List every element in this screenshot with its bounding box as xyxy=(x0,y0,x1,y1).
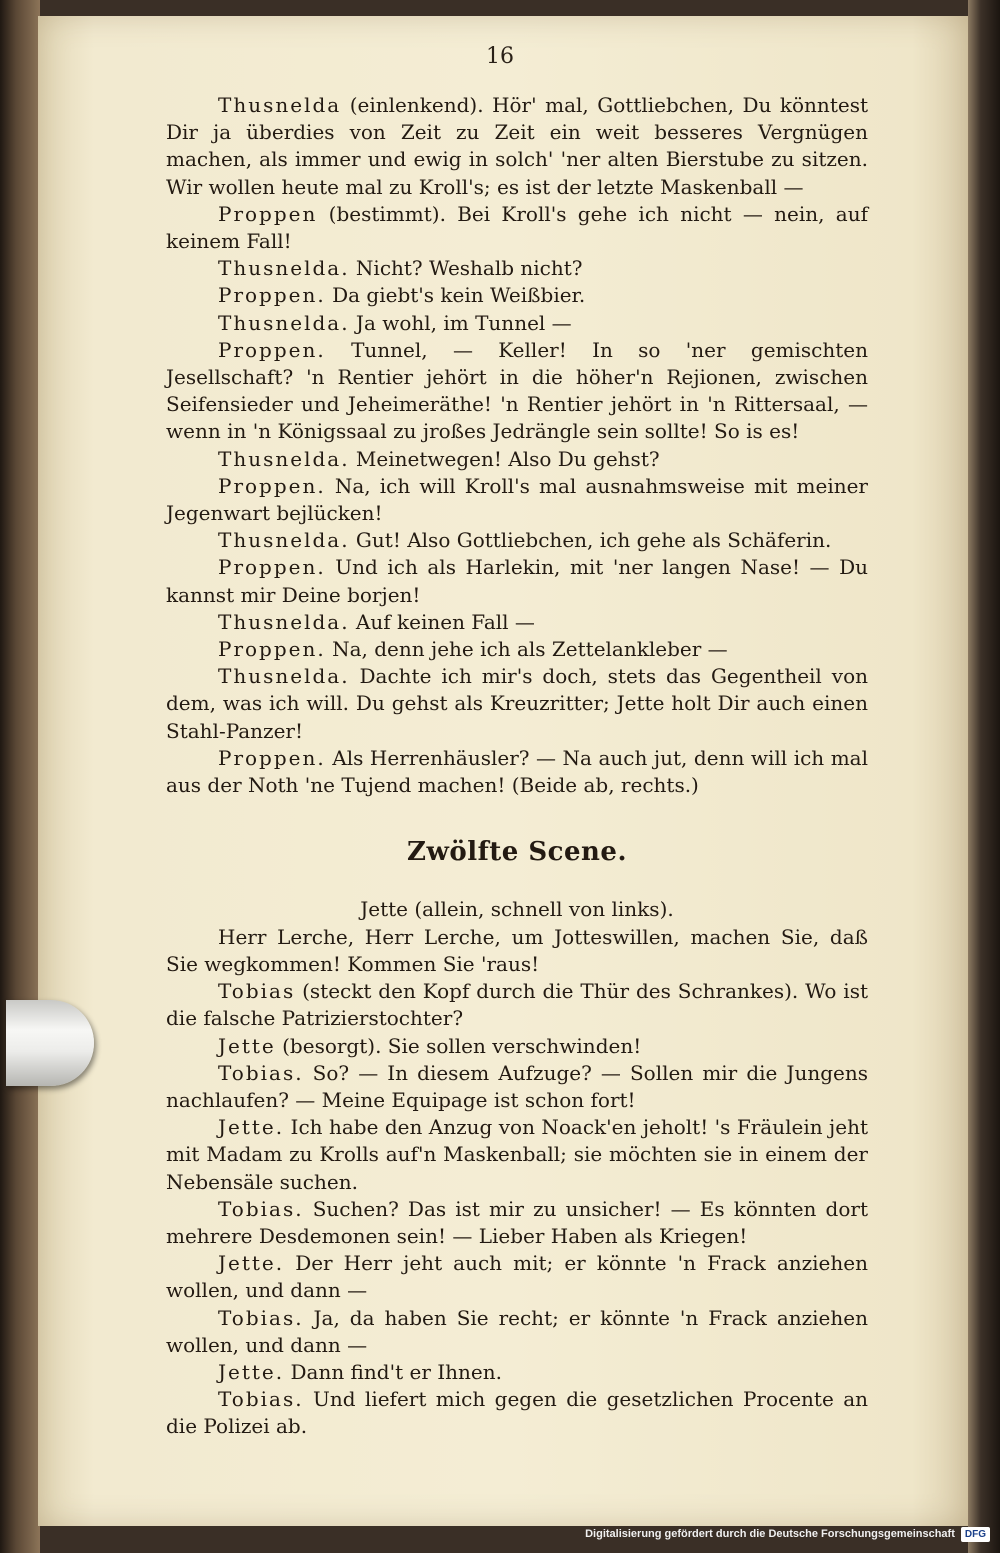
dialogue-paragraph xyxy=(166,609,868,636)
dialogue-text: Na, ich will Kroll's mal ausnahmsweise mit meiner Jegenwart bejlücken! xyxy=(166,473,868,526)
dialogue-paragraph xyxy=(166,1359,868,1386)
speaker-name: Proppen. xyxy=(218,473,326,498)
speaker-name: Proppen xyxy=(218,201,318,226)
dialogue-paragraph xyxy=(166,201,868,255)
dialogue-text: Der Herr jeht auch mit; er könnte 'n Frack anziehen wollen, und dann — xyxy=(166,1251,868,1303)
speaker-name: Tobias. xyxy=(218,1387,304,1412)
speaker-name: Thusnelda. xyxy=(218,256,350,281)
dialogue-text: (bestimmt). Bei Kroll's gehe ich nicht — nein, auf keinem Fall! xyxy=(166,201,868,254)
speaker-name: Proppen. xyxy=(218,637,326,662)
dialogue-paragraph xyxy=(166,282,868,309)
book-right-edge xyxy=(968,0,1000,1553)
speaker-name: Tobias. xyxy=(218,1060,304,1085)
dialogue-paragraph xyxy=(166,663,868,745)
dialogue-text: Dachte ich mir's doch, stets das Gegentheil von dem, was ich will. Du gehst als Kreuzritter; Jette holt Dir auch einen Stahl-Panzer! xyxy=(166,664,868,743)
dialogue-text: Na, denn jehe ich als Zettelankleber — xyxy=(325,637,728,662)
dialogue-text: (besorgt). Sie sollen verschwinden! xyxy=(275,1033,642,1058)
dialogue-block-bottom xyxy=(166,924,868,1441)
dialogue-paragraph xyxy=(166,446,868,473)
dialogue-paragraph xyxy=(166,1386,868,1440)
book-left-edge xyxy=(0,0,40,1553)
dialogue-paragraph xyxy=(166,924,868,978)
speaker-name: Tobias. xyxy=(218,1196,304,1221)
dialogue-text: So? — In diesem Aufzuge? — Sollen mir die Jungens nachlaufen? — Meine Equipage ist schon fort! xyxy=(166,1060,868,1112)
dialogue-paragraph xyxy=(166,554,868,608)
speaker-name: Thusnelda. xyxy=(218,446,350,471)
speaker-name: Jette xyxy=(218,1033,276,1058)
speaker-name: Thusnelda. xyxy=(218,528,350,553)
speaker-name: Thusnelda. xyxy=(218,664,350,689)
page-text xyxy=(166,92,868,1441)
dialogue-paragraph xyxy=(166,978,868,1032)
speaker-name: Thusnelda xyxy=(218,93,342,117)
dialogue-text: (einlenkend). Hör' mal, Gottliebchen, Du könntest Dir ja überdies von Zeit zu Zeit ein weit besseres Vergnügen machen, als immer und ewig in solch' 'ner alten Bierstube zu sitzen. Wir wollen heute mal zu Kroll's; es ist der letzte Maskenball — xyxy=(166,93,868,199)
dialogue-text: Dann find't er Ihnen. xyxy=(284,1359,502,1384)
page-number: 16 xyxy=(486,44,514,69)
dialogue-paragraph xyxy=(166,527,868,554)
scene-heading: Zwölfte Scene. xyxy=(406,837,627,868)
dialogue-paragraph xyxy=(166,1033,868,1060)
speaker-name: Thusnelda. xyxy=(218,310,350,335)
dialogue-paragraph xyxy=(166,1114,868,1196)
dialogue-text: Tunnel, — Keller! In so 'ner gemischten Jesellschaft? 'n Rentier jehört in die höher'n Rejionen, zwischen Seifensieder und Jeheimeräthe! 'n Rentier jehört in 'n Rittersaal, — wenn in 'n Königssaal zu jroßes Jedrängle sein sollte! So is es! xyxy=(166,337,868,444)
dialogue-text: Meinetwegen! Also Du gehst? xyxy=(349,446,660,471)
speaker-name: Thusnelda. xyxy=(218,609,350,634)
dialogue-text: Nicht? Weshalb nicht? xyxy=(349,256,583,281)
dialogue-text: Und liefert mich gegen die gesetzlichen Procente an die Polizei ab. xyxy=(166,1387,868,1439)
speaker-name: Proppen. xyxy=(218,745,326,770)
dialogue-paragraph xyxy=(166,1060,868,1114)
dialogue-text: Ja, da haben Sie recht; er könnte 'n Frack anziehen wollen, und dann — xyxy=(166,1305,868,1357)
dialogue-paragraph xyxy=(166,745,868,799)
dialogue-block-top xyxy=(166,92,868,799)
dialogue-text: Da giebt's kein Weißbier. xyxy=(325,283,586,308)
dialogue-text: Auf keinen Fall — xyxy=(349,609,535,634)
speaker-name: Proppen. xyxy=(218,555,326,580)
dialogue-paragraph xyxy=(166,1196,868,1250)
dialogue-text: Als Herrenhäusler? — Na auch jut, denn will ich mal aus der Noth 'ne Tujend machen! (Beide ab, rechts.) xyxy=(166,745,868,798)
speaker-name: Proppen. xyxy=(218,337,326,362)
dialogue-text: Ich habe den Anzug von Noack'en jeholt! 's Fräulein jeht mit Madam zu Krolls auf'n Maskenball; sie möchten sie in einem der Nebensäle suchen. xyxy=(166,1115,868,1194)
stage-direction: Jette (allein, schnell von links). xyxy=(360,897,674,922)
dialogue-text: Herr Lerche, Herr Lerche, um Jotteswillen, machen Sie, daß Sie wegkommen! Kommen Sie 'raus! xyxy=(166,924,868,976)
footer xyxy=(585,1523,990,1545)
dialogue-text: (steckt den Kopf durch die Thür des Schrankes). Wo ist die falsche Patrizierstochter? xyxy=(166,979,868,1031)
speaker-name: Proppen. xyxy=(218,283,326,308)
dialogue-paragraph xyxy=(166,255,868,282)
speaker-name: Jette. xyxy=(218,1359,285,1384)
footer-credit: Digitalisierung gefördert durch die Deutsche Forschungsgemeinschaft xyxy=(585,1528,955,1540)
page-clip xyxy=(6,1000,94,1086)
dialogue-text: Und ich als Harlekin, mit 'ner langen Nase! — Du kannst mir Deine borjen! xyxy=(166,555,868,607)
dialogue-paragraph xyxy=(166,1250,868,1304)
dialogue-paragraph xyxy=(166,92,868,201)
speaker-name: Jette. xyxy=(218,1115,285,1140)
dialogue-paragraph xyxy=(166,337,868,446)
dialogue-paragraph xyxy=(166,310,868,337)
speaker-name: Tobias. xyxy=(218,1305,304,1330)
dialogue-text: Gut! Also Gottliebchen, ich gehe als Schäferin. xyxy=(349,528,832,553)
speaker-name: Jette. xyxy=(218,1251,285,1276)
dialogue-paragraph xyxy=(166,1305,868,1359)
speaker-name: Tobias xyxy=(218,979,296,1004)
dialogue-paragraph xyxy=(166,636,868,663)
dialogue-text: Suchen? Das ist mir zu unsicher! — Es könnten dort mehrere Desdemonen sein! — Lieber Haben als Kriegen! xyxy=(166,1196,868,1248)
dfg-logo-icon: DFG xyxy=(961,1527,990,1542)
dialogue-paragraph xyxy=(166,473,868,527)
dialogue-text: Ja wohl, im Tunnel — xyxy=(349,310,572,335)
